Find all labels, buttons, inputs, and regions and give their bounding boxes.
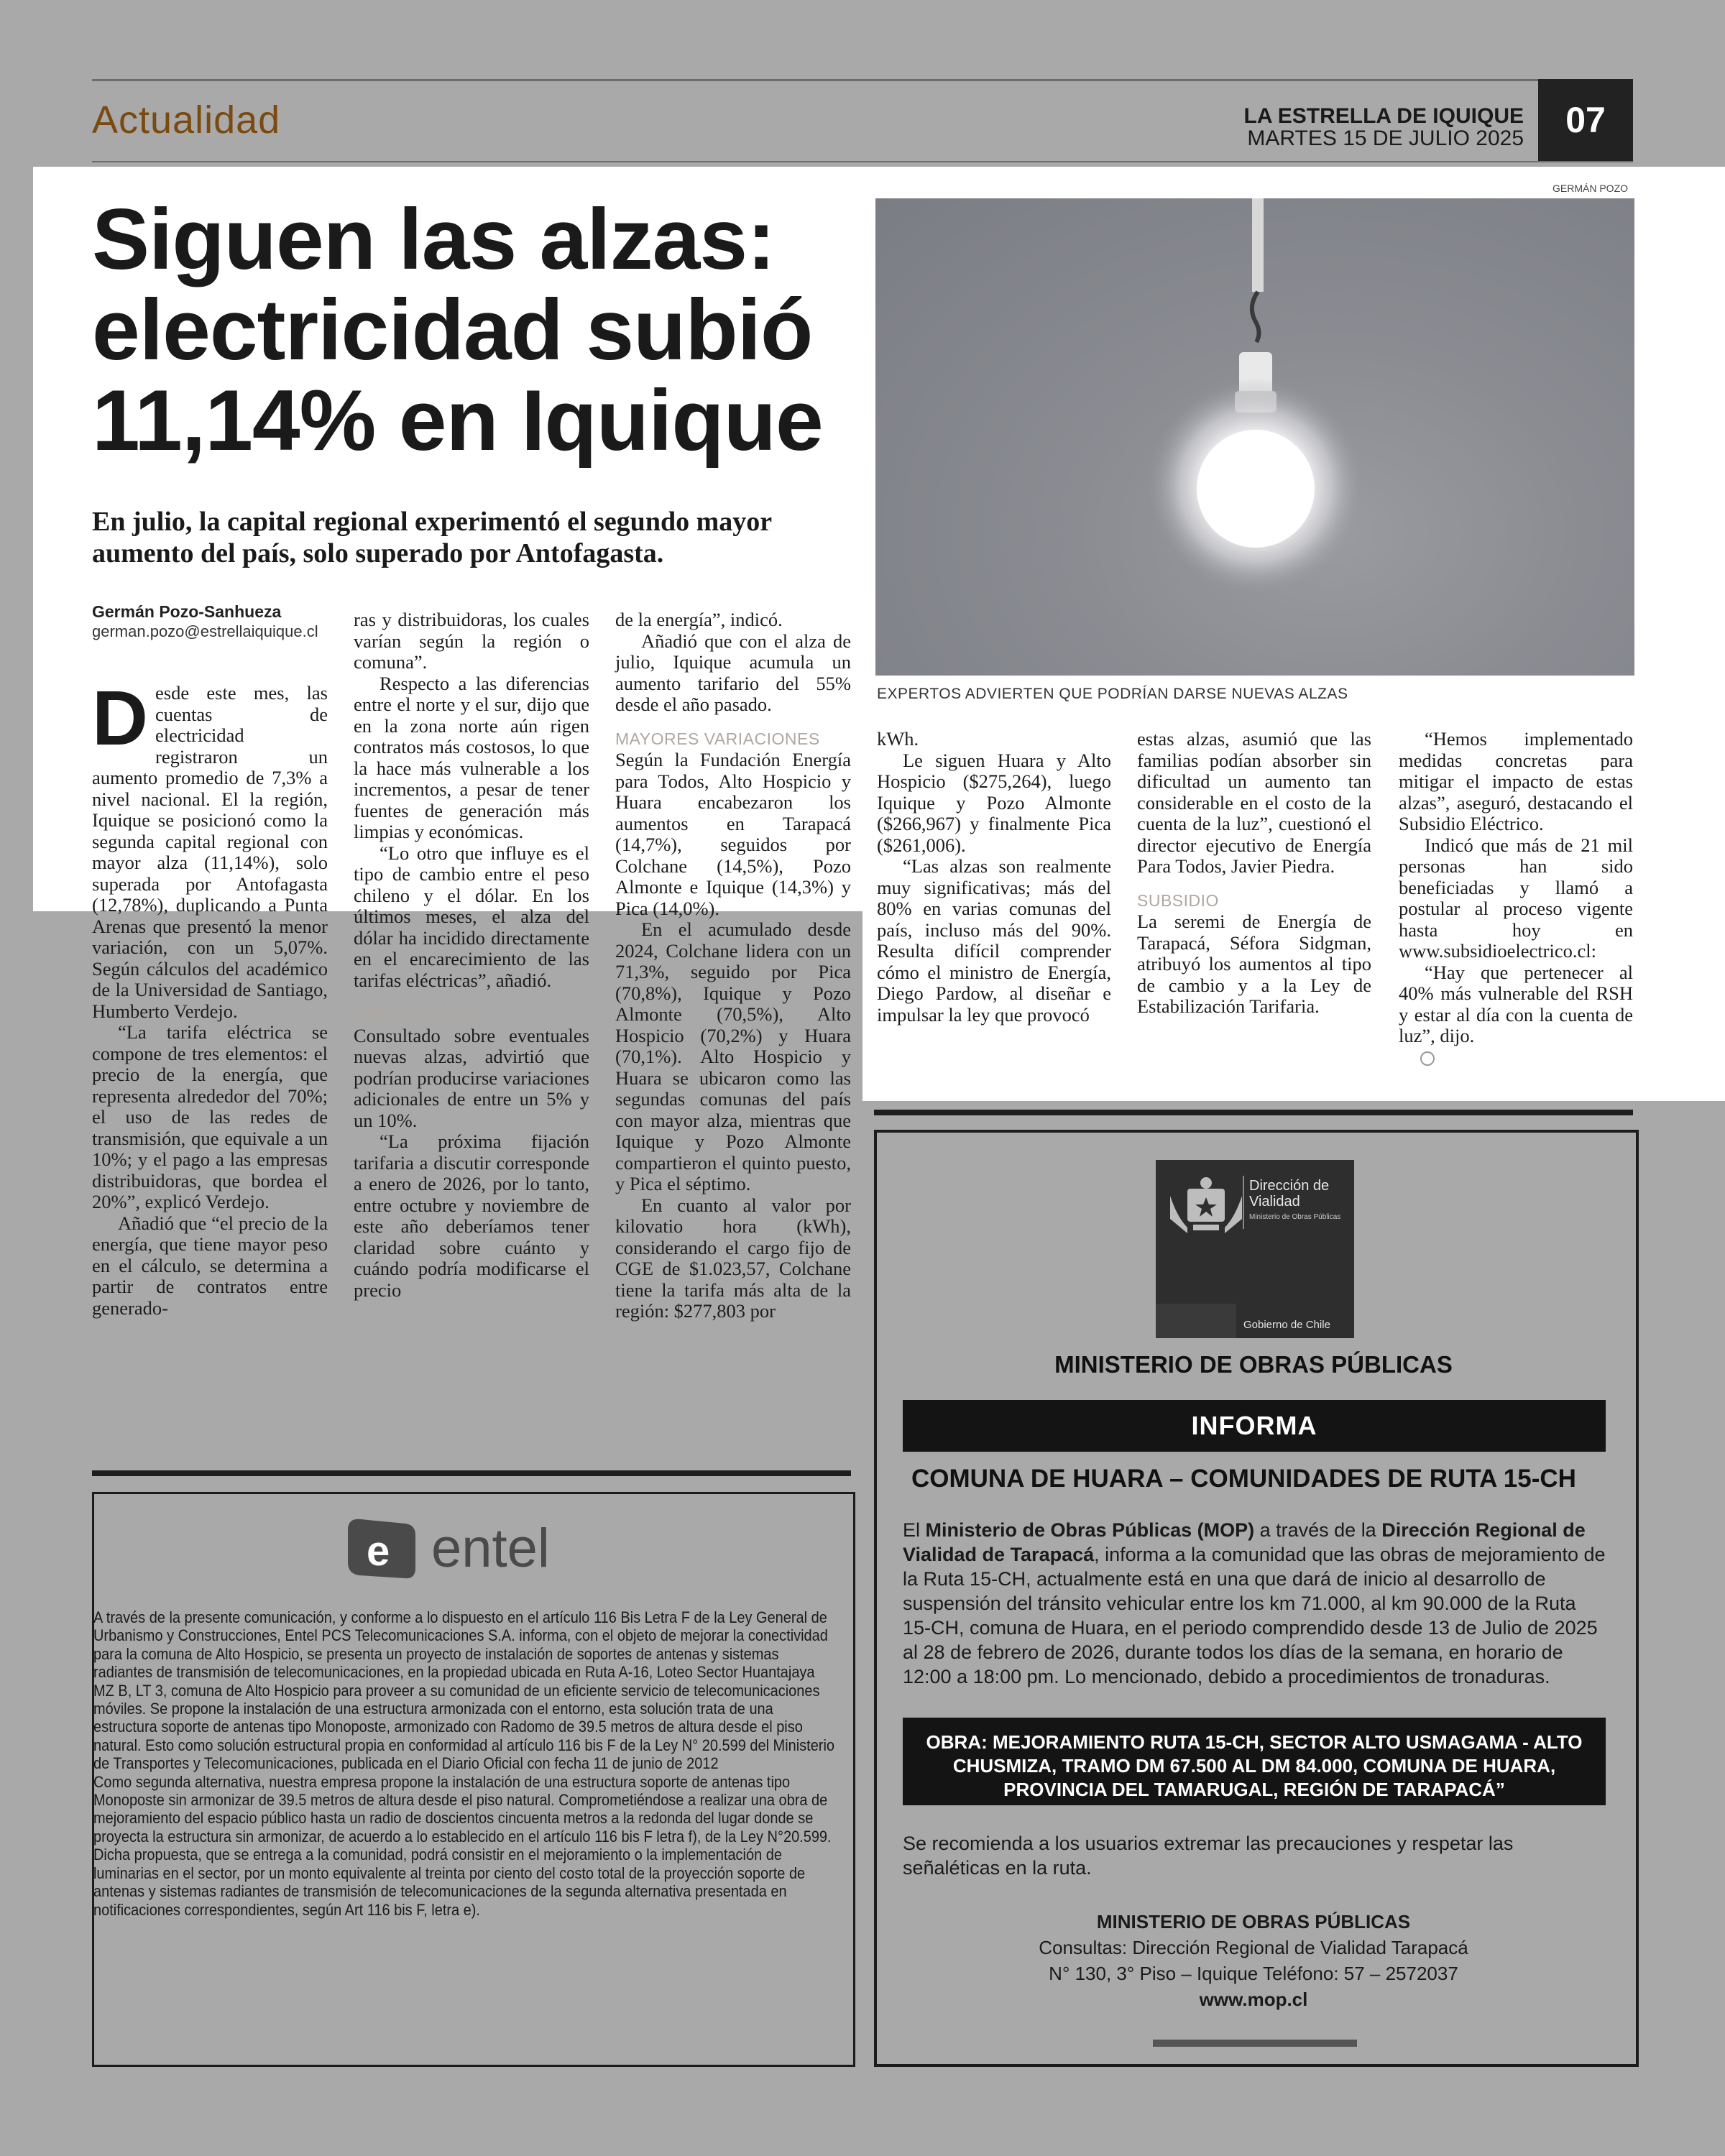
body-bold: Ministerio de Obras Públicas (MOP) [925,1519,1255,1541]
logo-line: Ministerio de Obras Públicas [1249,1213,1341,1221]
chile-coat-of-arms-icon [1156,1160,1354,1338]
paragraph: kWh. [877,728,919,750]
lightbulb-illustration [875,198,1634,676]
photo-credit: GERMÁN POZO [1552,183,1629,194]
end-of-article-icon [1420,1051,1435,1066]
article-column-6 [1399,729,1633,1068]
contact-footer [875,1909,1632,2012]
issue-date: MARTES 15 DE JULIO 2025 [1247,126,1524,150]
paragraph: Respecto a las diferencias entre el norte y el sur, dijo que en la zona norte aún rigen contratos más costosos, lo que la hace más vulnerable a los incrementos, a pesar de tener fuentes de generación más limpias y económicas. [354,672,589,842]
entel-logo-letter: e [367,1528,390,1575]
lightbulb-photo [875,198,1634,676]
article-column-1 [92,674,328,1319]
entel-logo [345,1515,604,1583]
vialidad-logo [1156,1160,1354,1338]
recommendation-text: Se recomienda a los usuarios extremar las precauciones y respetar las señaléticas en la ruta. [903,1833,1514,1879]
drop-cap: D [92,674,148,761]
newspaper-name: LA ESTRELLA DE IQUIQUE [1243,104,1524,128]
article-deck: En julio, la capital regional experimentó el segundo mayor aumento del país, solo superado por Antofagasta. [92,507,772,568]
paragraph: Indicó que más de 21 mil personas han sido beneficiadas y llamó a postular al proceso vigente hasta hoy en www.subsidioelectrico.cl: [1399,834,1633,962]
body-text: a través de la [1254,1519,1382,1541]
paragraph: “La próxima fijación tarifaria a discutir corresponde a enero de 2026, por lo tanto, entre octubre y noviembre de este año deberíamos tener claridad sobre cuánto y cuándo podría modificarse el precio [354,1130,589,1301]
subhead-subsidio: SUBSIDIO [1137,890,1219,910]
header-rule [92,161,1633,162]
page-number: 07 [1538,79,1633,161]
paragraph: Como segunda alternativa, nuestra empresa propone la instalación de una estructura soporte de antenas tipo Monoposte sin armonizar de 39.5 metros de altura desde el piso natural. Comprometiéndose a realizar una obra de mejoramiento del espacio público hasta un radio de doscientos cincuenta metros a la redonda del lugar donde se proyecta la estructura sin armonizar, de acuerdo a lo establecido en el artículo 116 bis F letra f), de la Ley N°20.599. Dicha propuesta, que se entrega a la comunidad, podrá consistir en el mejoramiento o la implementación de luminarias en el sector, por un monto equivalente al treinta por ciento del costo total de la proyección soporte de antenas y sistemas radiantes de transmisión de telecomunicaciones de la segunda alternativa presentada en notificaciones correspondientes, según Art 116 bis F, letra e). [93,1772,832,1919]
paragraph: “Hay que pertenecer al 40% más vulnerable del RSH y estar al día con la cuenta de luz”, dijo. [1399,961,1633,1046]
paragraph: “Lo otro que influye es el tipo de cambio entre el peso chileno y el dólar. En los últimos meses, el alza del dólar ha incidido directamente en el encarecimiento de las tarifas eléctricas”, añadió. [354,842,589,991]
informa-banner: INFORMA [903,1400,1606,1452]
author-name: Germán Pozo-Sanhueza [92,602,282,621]
entel-logo-mark [345,1515,604,1583]
author-email[interactable]: german.pozo@estrellaiquique.cl [92,622,318,640]
footer-title: MINISTERIO DE OBRAS PÚBLICAS [1096,1911,1411,1932]
logo-footer: Gobierno de Chile [1243,1319,1330,1331]
ministry-title: MINISTERIO DE OBRAS PÚBLICAS [1054,1351,1453,1378]
paragraph: Consultado sobre eventuales nuevas alzas, advirtió que podrían producirse variaciones adicionales de entre un 5% y un 10%. [354,1024,589,1131]
section-divider [874,1110,1633,1115]
paragraph: En cuanto al valor por kilovatio hora (kWh), considerando el cargo fijo de CGE de $1.023,57, Colchane tiene la tarifa más alta de la región: $277,803 por [615,1194,851,1322]
body-text: , informa a la comunidad que las obras de mejoramiento de la Ruta 15-CH, actualmente está en una que dará de inicio al desarrollo de suspensión del tránsito vehicular entre los km 71.000, al km 90.000 de la Ruta 15-CH, comuna de Huara, en el periodo comprendido desde 13 de Julio de 2025 al 28 de febrero de 2026, durante todos los días de la semana, en horario de 12:00 a 18:00 pm. Lo mencionado, debido a procedimientos de tronaduras. [903,1544,1606,1687]
subhead-nuevas-alzas: NUEVAS ALZAS [354,1005,481,1023]
footer-line: N° 130, 3° Piso – Iquique Teléfono: 57 – 2572037 [1049,1963,1458,1984]
article-column-4 [877,729,1111,1026]
photo-caption: EXPERTOS ADVIERTEN QUE PODRÍAN DARSE NUEVAS ALZAS [877,686,1348,702]
paragraph: Según la Fundación Energía para Todos, Alto Hospicio y Huara encabezaron los aumentos en Tarapacá (14,7%), seguidos por Colchane (14,5%), Pozo Almonte e Iquique (14,3%) y Pica (14,0%). [615,749,851,919]
paragraph: Añadió que con el alza de julio, Iquique acumula un aumento tarifario del 55% desde el año pasado. [615,630,851,715]
logo-line: Vialidad [1249,1194,1300,1210]
paragraph: A través de la presente comunicación, y conforme a lo dispuesto en el artículo 116 Bis Letra F de la Ley General de Urbanismo y Construcciones, Entel PCS Telecomunicaciones S.A. informa, con el objeto de mejorar la conectividad para la comuna de Alto Hospicio, se presenta un proyecto de instalación de soportes de antenas y sistemas radiantes de transmisión de telecomunicaciones, en la propiedad ubicada en Ruta A-16, Loteo Sector Huantajaya MZ B, LT 3, comuna de Alto Hospicio para proveer a su comunidad de un eficiente servicio de telecomunicaciones móviles. Se propone la instalación de una estructura armonizada con el entorno, esta solución trata de una estructura soporte de antenas tipo Monoposte, armonizado con Radomo de 39.5 metros de altura desde el piso natural. Esto como solución estructural propia en conformidad al artículo 116 bis F de la Ley N° 20.599 del Ministerio de Transportes y Telecomunicaciones, publicada en el Diario Oficial con fecha 11 de junio de 2012 [93,1608,835,1773]
entel-wordmark: entel [431,1518,550,1579]
subhead-mayores-variaciones: MAYORES VARIACIONES [615,729,820,748]
notice-subtitle: COMUNA DE HUARA – COMUNIDADES DE RUTA 15-CH [911,1465,1576,1493]
paragraph: “La tarifa eléctrica se compone de tres elementos: el precio de la energía, que representa alrededor del 70%; el uso de las redes de transmisión, que equivale a un 10%; y el pago a las empresas distribuidoras, que bordea el 20%”, explicó Verdejo. [92,1021,328,1212]
article-column-3 [615,609,851,1322]
paragraph: “Las alzas son realmente muy significativas; más del 80% en varias comunas del país, incluso más del 90%. Resulta difícil comprender cómo el ministro de Energía, Diego Pardow, al diseñar e impulsar la ley que provocó [877,855,1111,1026]
article-column-5 [1137,729,1371,1018]
top-rule [92,79,1633,81]
article-headline: Siguen las alzas: electricidad subió 11,14% en Iquique [92,191,823,469]
section-divider [92,1470,851,1476]
notice-body [903,1518,1607,1689]
body-bold: Dirección Regional de Vialidad de Tarapacá [903,1519,1586,1565]
paragraph: “Hemos implementado medidas concretas para mitigar el impacto de estas alzas”, aseguró, destacando el Subsidio Eléctrico. [1399,728,1633,834]
paragraph: estas alzas, asumió que las familias podían absorber sin dificultad un aumento tan considerable en el costo de la cuenta de la luz”, cuestionó el director ejecutivo de Energía Para Todos, Javier Piedra. [1137,728,1371,877]
paragraph: La seremi de Energía de Tarapacá, Séfora Sidgman, atribuyó los aumentos al tipo de cambio y a la Ley de Estabilización Tarifaria. [1137,911,1371,1017]
obra-banner: OBRA: MEJORAMIENTO RUTA 15-CH, SECTOR ALTO USMAGAMA - ALTO CHUSMIZA, TRAMO DM 67.500 AL DM 84.000, COMUNA DE HUARA, PROVINCIA DEL TAMARUGAL, REGIÓN DE TARAPACÁ” [903,1718,1606,1805]
paragraph: Le siguen Huara y Alto Hospicio ($275,264), luego Iquique y Pozo Almonte ($266,967) y finalmente Pica ($261,006). [877,749,1111,856]
paragraph: En el acumulado desde 2024, Colchane lidera con un 71,3%, seguido por Pica (70,8%), Iquique y Pozo Almonte (70,5%), Alto Hospicio (70,2%) y Huara (70,1%). Alto Hospicio y Huara se ubicaron como las segundas comunas del país con mayor alza, mientras que Iquique y Pozo Almonte compartieron el quinto puesto, y Pica el séptimo. [615,918,851,1194]
body-lead: El [903,1519,926,1541]
footer-line: Consultas: Dirección Regional de Vialidad Tarapacá [1039,1937,1468,1958]
paragraph: ras y distribuidoras, los cuales varían según la región o comuna”. [354,609,589,673]
section-label: Actualidad [92,98,281,142]
article-column-2 [354,609,589,1301]
footer-website[interactable]: www.mop.cl [1199,1989,1308,2010]
entel-notice-text [93,1608,837,1919]
footer-bar [1153,2040,1357,2047]
paragraph: de la energía”, indicó. [615,609,783,630]
paragraph: Añadió que “el precio de la energía, que tiene mayor peso en el cálculo, se determina a partir de contratos entre generado- [92,1212,328,1319]
paragraph: esde este mes, las cuentas de electricidad registraron un aumento promedio de 7,3% a nivel nacional. El la región, Iquique se posicionó como la segunda capital regional con mayor alza (11,14%), solo superada por Antofagasta (12,78%), duplicando a Punta Arenas que presentó la menor variación, con un 5,07%. Según cálculos del académico de la Universidad de Santiago, Humberto Verdejo. [92,682,328,1022]
logo-line: Dirección de [1249,1178,1330,1194]
